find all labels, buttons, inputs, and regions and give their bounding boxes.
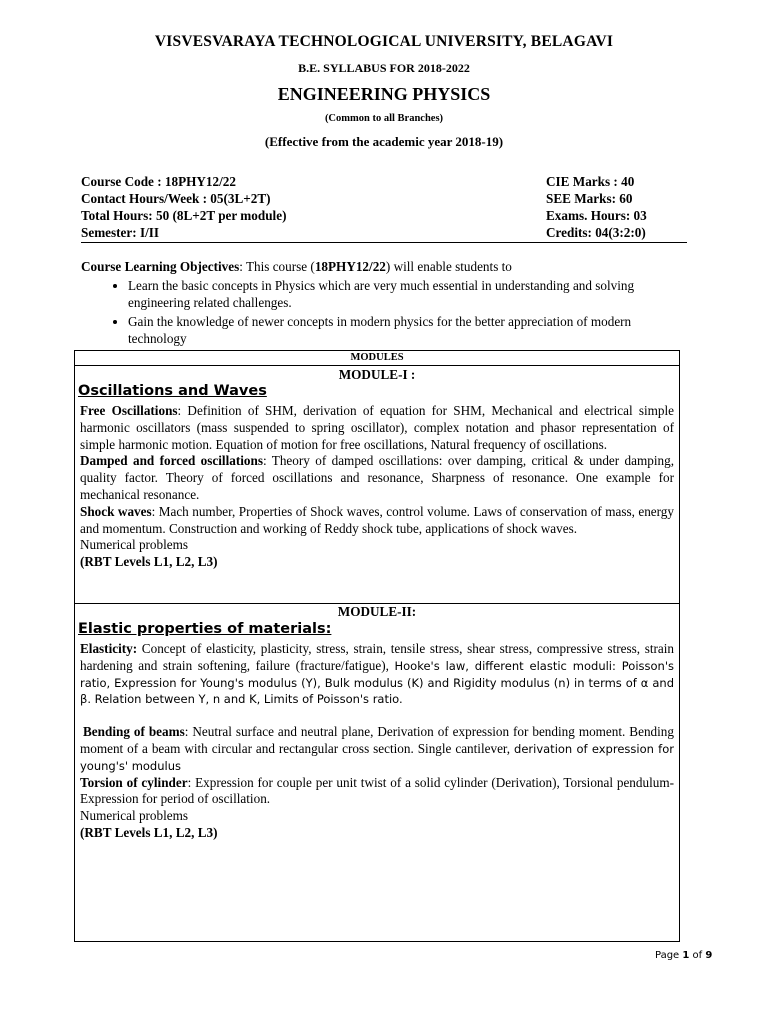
- numerical-problems: Numerical problems: [80, 537, 189, 553]
- topic-text: Concept of elasticity, plasticity, stress, strain, tensile stress, shear stress, compressive stress, strain hardening and strain softening, failure (fracture/fatigue),: [80, 641, 674, 673]
- spacer: [80, 708, 674, 724]
- shock-waves-para: [80, 504, 674, 538]
- topic-text: : Expression for couple per unit twist of a solid cylinder (Derivation), Torsional pendulum-Expression for period of oscillation.: [80, 774, 675, 807]
- course-code: Course Code : 18PHY12/22: [81, 174, 236, 189]
- page-of: of: [689, 950, 706, 961]
- cie-marks: CIE Marks : 40: [546, 174, 635, 189]
- objectives-label: Course Learning Objectives: [81, 259, 240, 274]
- table-divider: [75, 365, 679, 366]
- objective-item: • Gain the knowledge of newer concepts in modern physics for the better appreciation of modern technology: [128, 313, 681, 347]
- page-current: 1: [682, 950, 690, 961]
- course-info-row: [81, 190, 681, 207]
- topic-text: : Theory of damped oscillations: over damping, critical & under damping, quality factor. Theory of forced oscillations and resonance, Sharpness of resonance. One example for mechanical resonance.: [80, 453, 674, 502]
- topic-text: Hooke's law, different elastic moduli: Poisson's ratio, Expression for Young's modulus (Y), Bulk modulus (K) and Rigidity modulus (n) in terms of α and β. Relation between Y, n and K, Limits of Poisson's ratio.: [80, 658, 674, 707]
- module-1-content: [80, 403, 674, 571]
- module-2-content: [80, 641, 674, 842]
- topic-label: Torsion of cylinder: [80, 774, 188, 790]
- objective-item: • Learn the basic concepts in Physics which are very much essential in understanding and solving engineering related challenges.: [128, 277, 681, 311]
- common-note: (Common to all Branches): [324, 113, 444, 124]
- objectives-intro-text: : This course (: [239, 259, 315, 274]
- page-word: Page: [655, 950, 683, 961]
- numerical-problems: Numerical problems: [80, 808, 189, 824]
- rbt-levels: [80, 554, 674, 571]
- damped-oscillations-para: [80, 453, 674, 503]
- rbt-levels-text: (RBT Levels L1, L2, L3): [80, 554, 218, 570]
- module-2-title: Elastic properties of materials:: [78, 621, 332, 637]
- bending-para: [80, 724, 674, 774]
- modules-header: MODULES: [350, 352, 404, 363]
- info-divider: [81, 242, 687, 243]
- topic-text: : Mach number, Properties of Shock waves, control volume. Laws of conservation of mass, energy and momentum. Construction and working of Reddy shock tube, applications of shock waves.: [80, 503, 674, 536]
- see-marks: SEE Marks: 60: [546, 191, 633, 206]
- rbt-levels: [80, 825, 674, 842]
- contact-hours: Contact Hours/Week : 05(3L+2T): [81, 191, 271, 206]
- modules-table: [74, 350, 680, 942]
- effective-note: (Effective from the academic year 2018-19): [264, 134, 504, 149]
- topic-label: Bending of beams: [83, 724, 185, 740]
- topic-text: : Definition of SHM, derivation of equation for SHM, Mechanical and electrical simple harmonic oscillators (mass suspended to spring oscillator), complex notation and phasor representation of simple harmonic motion. Equation of motion for free oscillations, Natural frequency of oscillations.: [80, 403, 674, 452]
- page-total: 9: [705, 950, 713, 961]
- course-info-row: [81, 224, 681, 241]
- objectives-list: [81, 277, 681, 347]
- credits: Credits: 04(3:2:0): [546, 225, 646, 240]
- rbt-levels-text: (RBT Levels L1, L2, L3): [80, 824, 218, 840]
- topic-label: Free Oscillations: [80, 403, 178, 418]
- total-hours: Total Hours: 50 (8L+2T per module): [81, 208, 287, 223]
- semester: Semester: I/II: [81, 225, 160, 240]
- elasticity-para: [80, 641, 674, 708]
- topic-label: Damped and forced oscillations: [80, 453, 263, 469]
- exam-hours: Exams. Hours: 03: [546, 208, 647, 223]
- module-1-label: MODULE-I :: [338, 367, 416, 382]
- course-objectives: [81, 258, 681, 349]
- university-title: VISVESVARAYA TECHNOLOGICAL UNIVERSITY, BELAGAVI: [154, 33, 614, 50]
- torsion-para: [80, 775, 674, 809]
- topic-text: derivation of expression for young's' modulus: [80, 741, 674, 773]
- topic-text: : Neutral surface and neutral plane, Derivation of expression for bending moment. Bending moment of a beam with circular and rectangular cross section. Single cantilever,: [80, 724, 674, 756]
- course-info: [81, 173, 681, 241]
- course-info-row: [81, 173, 681, 190]
- page-number: [655, 950, 712, 961]
- module-1-title: Oscillations and Waves: [78, 383, 267, 399]
- course-info-row: [81, 207, 681, 224]
- module-2-label: MODULE-II:: [337, 604, 417, 619]
- objectives-intro: [81, 258, 681, 275]
- objectives-course-code: 18PHY12/22: [314, 259, 386, 274]
- free-oscillations-para: [80, 403, 674, 453]
- topic-label: Shock waves: [80, 503, 152, 519]
- topic-label: Elasticity:: [80, 641, 138, 656]
- objectives-intro-text: ) will enable students to: [385, 259, 512, 274]
- syllabus-subtitle: B.E. SYLLABUS FOR 2018-2022: [298, 61, 470, 75]
- subject-title: ENGINEERING PHYSICS: [277, 84, 491, 104]
